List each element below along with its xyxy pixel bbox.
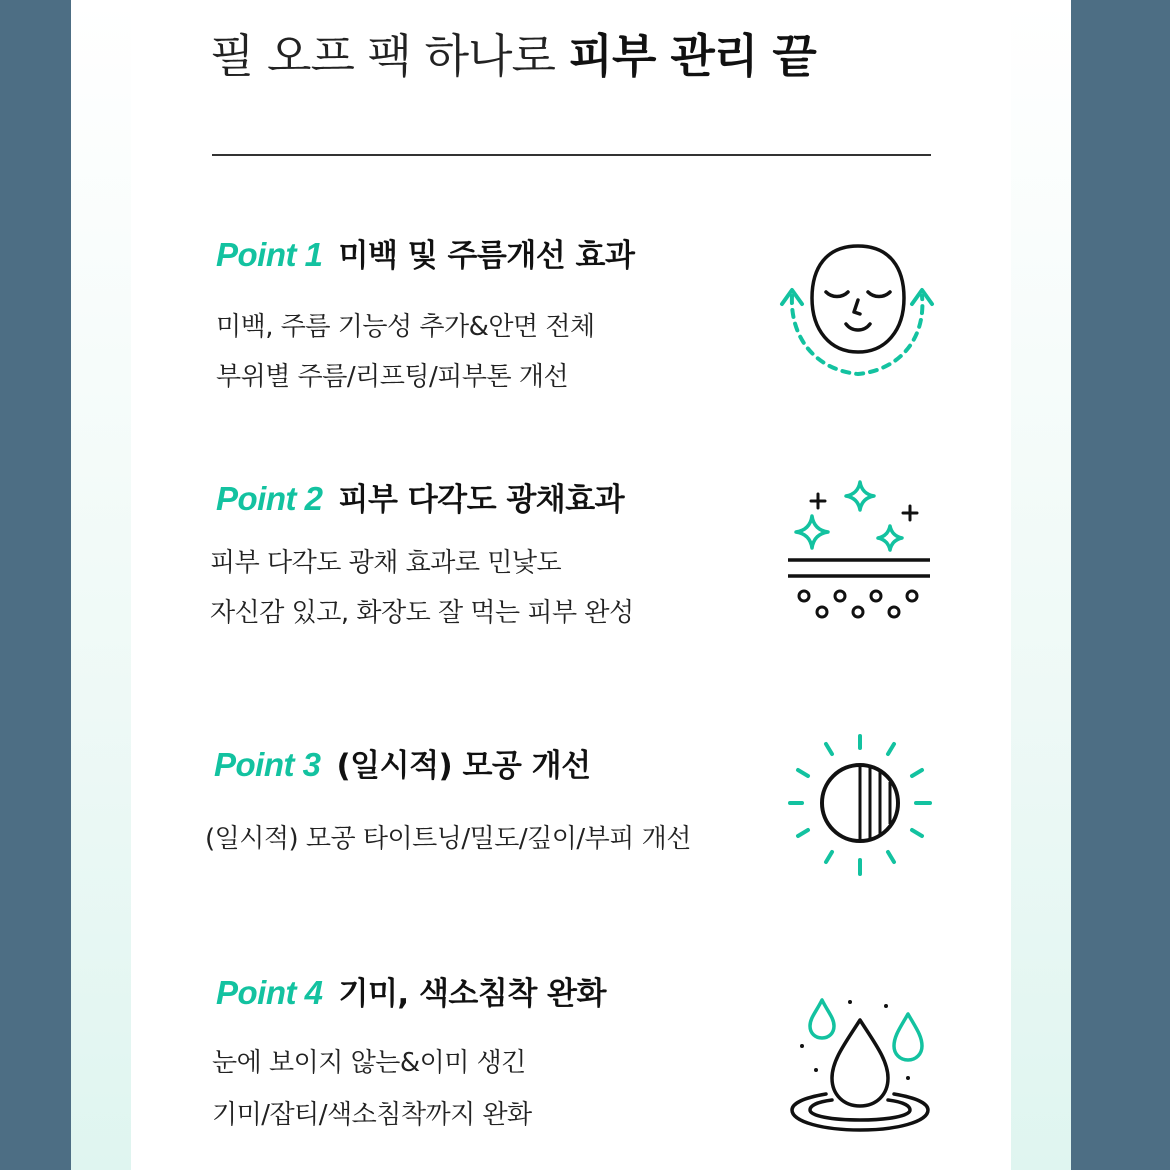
divider	[212, 154, 931, 156]
sparkle-skin-icon	[782, 478, 938, 628]
title-bold: 피부 관리 끝	[568, 29, 816, 83]
point-1-line-2: 부위별 주름/리프팅/피부톤 개선	[216, 362, 569, 392]
face-lifting-icon	[776, 238, 940, 384]
point-4-line-1: 눈에 보이지 않는&이미 생긴	[212, 1048, 526, 1078]
point-2-header	[216, 474, 624, 519]
point-3-heading: (일시적) 모공 개선	[336, 748, 591, 784]
point-4-header	[216, 968, 606, 1013]
point-1-line-1: 미백, 주름 기능성 추가&안면 전체	[216, 312, 595, 342]
point-1-label: Point 1	[216, 236, 323, 273]
point-1-header	[216, 230, 634, 275]
point-2-line-1: 피부 다각도 광채 효과로 민낯도	[210, 548, 562, 578]
point-1-heading: 미백 및 주름개선 효과	[338, 238, 635, 274]
point-4-label: Point 4	[216, 974, 323, 1011]
point-2-heading: 피부 다각도 광채효과	[338, 482, 625, 518]
title-light: 필 오프 팩 하나로	[210, 29, 569, 83]
page-title	[210, 28, 970, 84]
pore-icon	[784, 730, 936, 880]
point-3-line-1: (일시적) 모공 타이트닝/밀도/깊이/부피 개선	[205, 824, 691, 854]
point-2-label: Point 2	[216, 480, 323, 517]
point-4-heading: 기미, 색소침착 완화	[338, 976, 606, 1012]
point-4-line-2: 기미/잡티/색소침착까지 완화	[212, 1100, 532, 1130]
water-drop-icon	[786, 994, 936, 1134]
point-3-label: Point 3	[214, 746, 321, 783]
point-3-header	[214, 740, 591, 785]
point-2-line-2: 자신감 있고, 화장도 잘 먹는 피부 완성	[210, 598, 634, 628]
